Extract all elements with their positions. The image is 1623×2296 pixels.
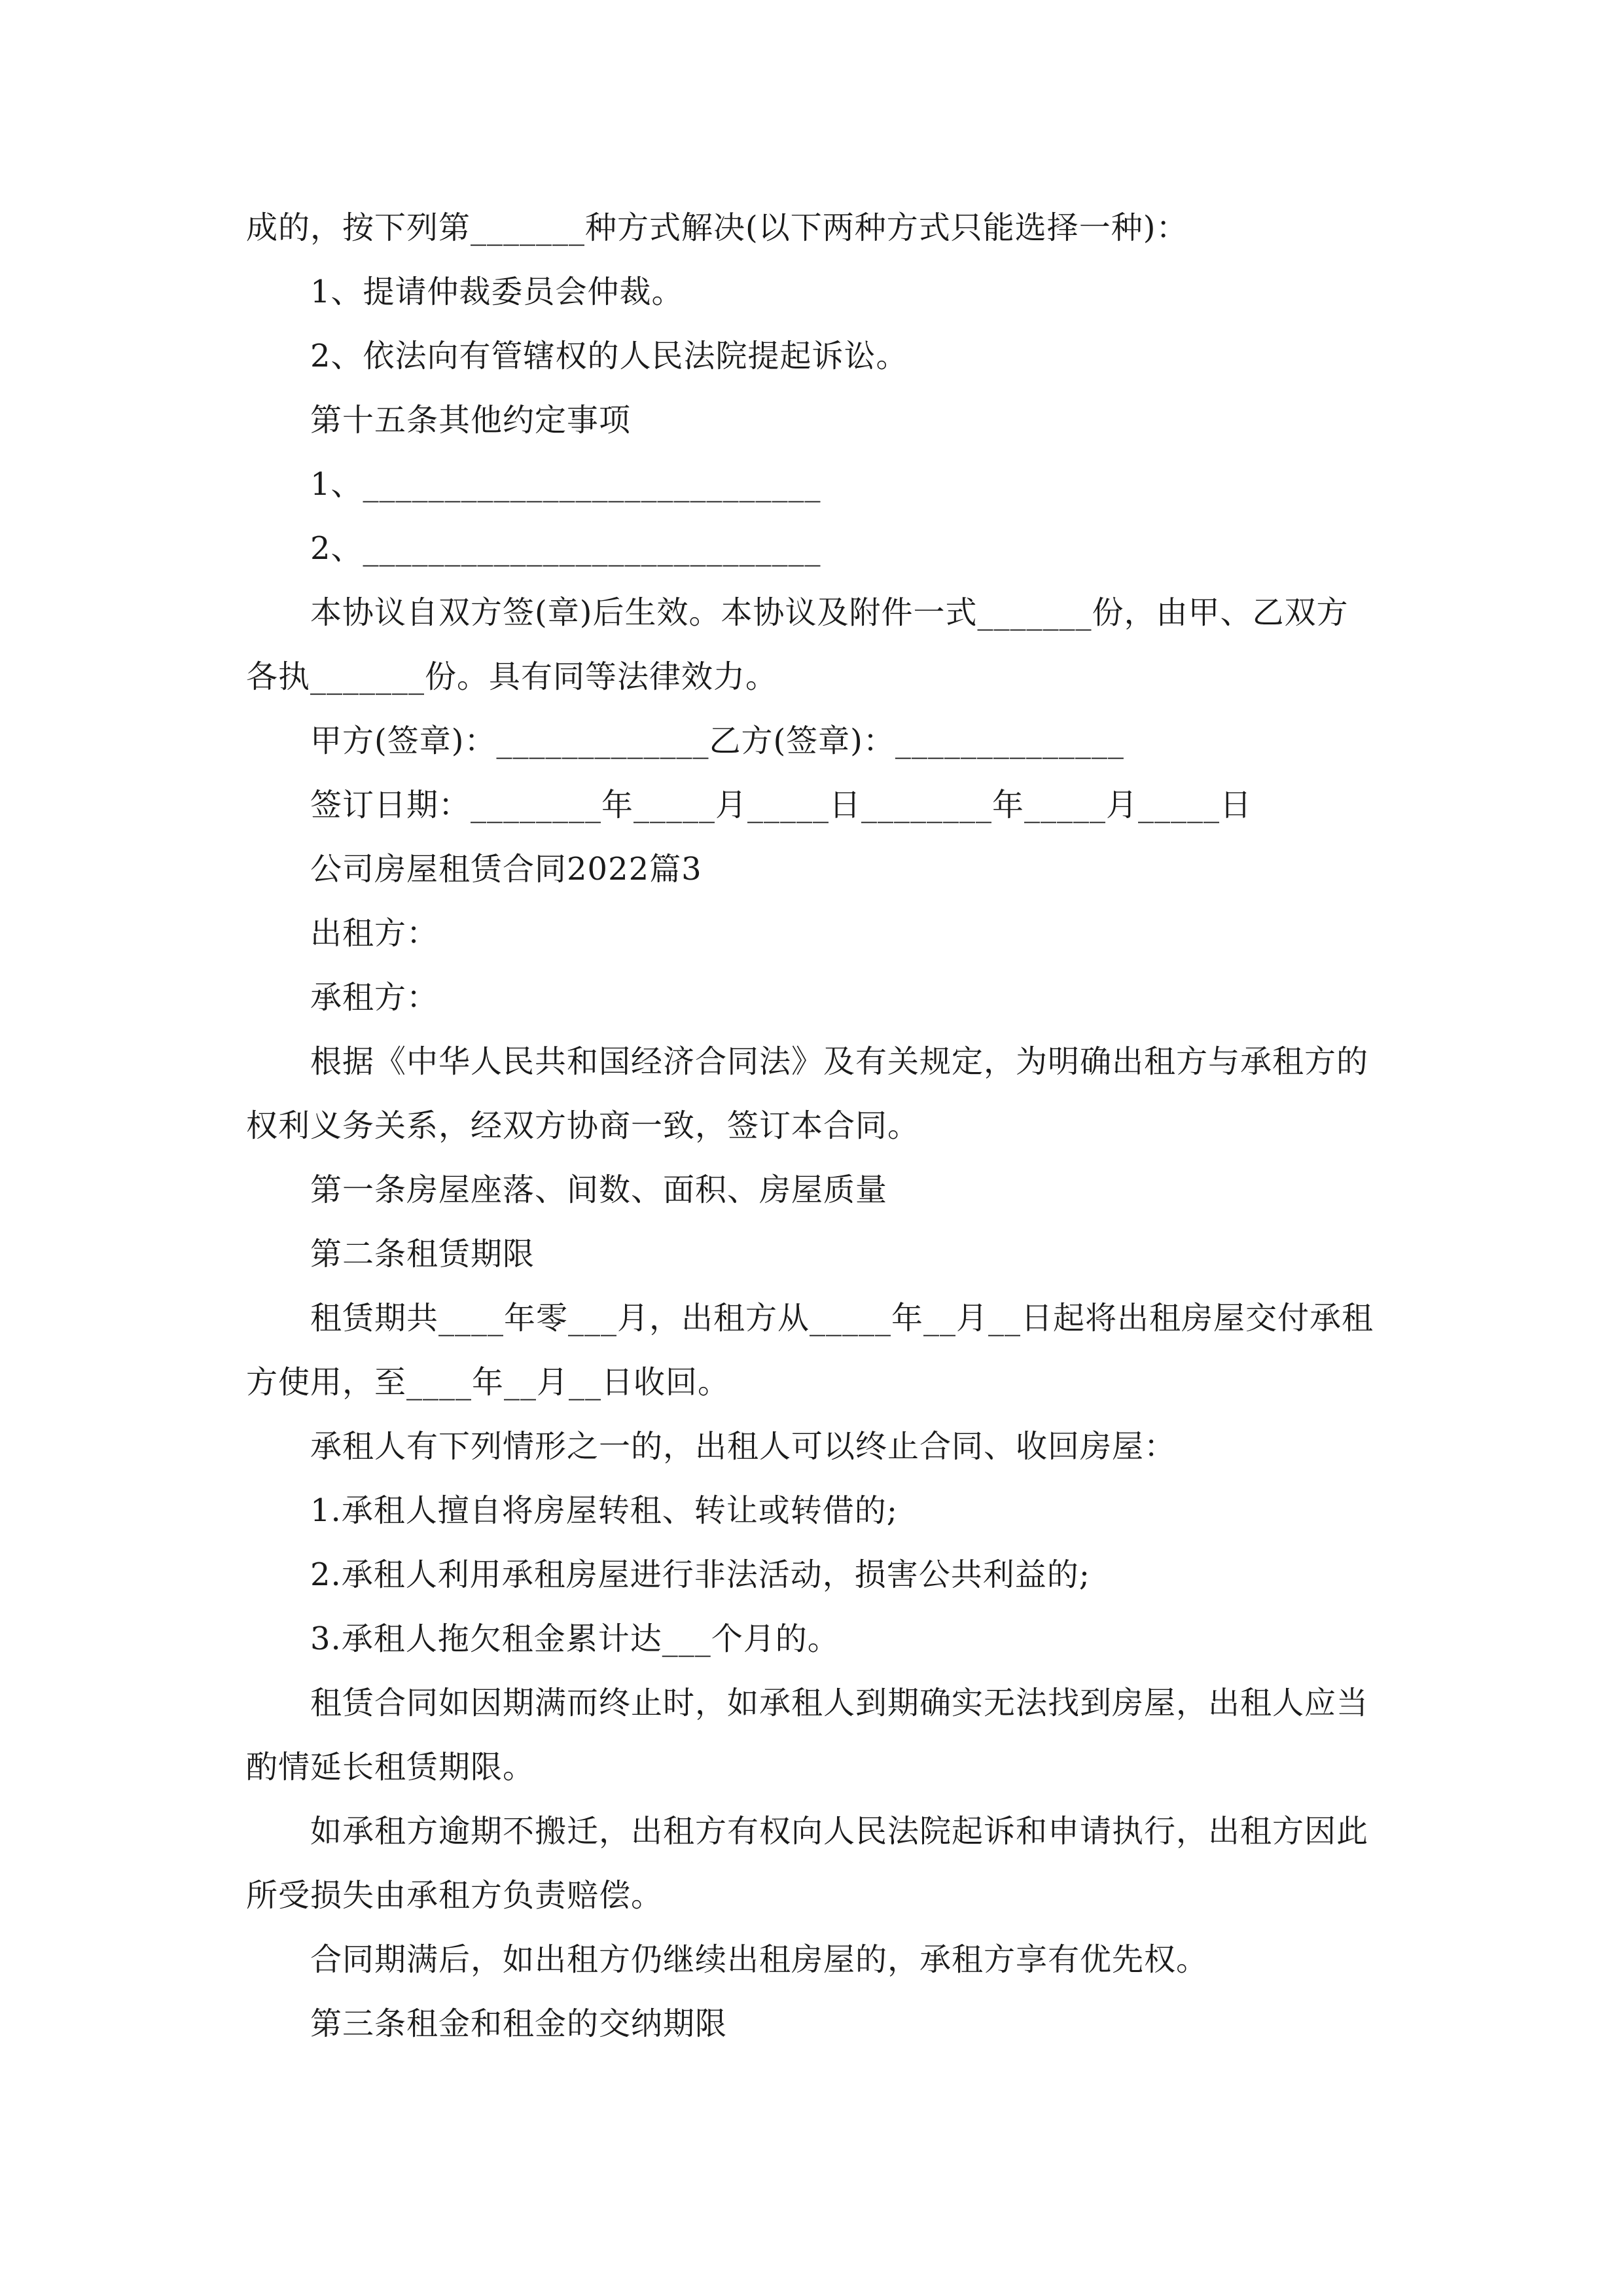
text-line: 租赁合同如因期满而终止时，如承租人到期确实无法找到房屋，出租人应当 (310, 1685, 1369, 1721)
text-line: 各执_______份。具有同等法律效力。 (246, 658, 778, 695)
signature-line: 甲方(签章)：_____________乙方(签章)：______________ (310, 723, 1124, 759)
text-line: 2、____________________________ (310, 530, 821, 567)
section-heading: 第二条租赁期限 (310, 1236, 535, 1272)
text-line: 承租人有下列情形之一的，出租人可以终止合同、收回房屋： (310, 1428, 1177, 1465)
lessor-label: 出租方： (310, 915, 439, 952)
text-line: 方使用，至____年__月__日收回。 (246, 1364, 730, 1401)
text-line: 1、____________________________ (310, 466, 821, 503)
list-item: 1.承租人擅自将房屋转租、转让或转借的; (310, 1492, 898, 1529)
text-line: 本协议自双方签(章)后生效。本协议及附件一式_______份，由甲、乙双方 (310, 594, 1349, 631)
text-line: 租赁期共____年零___月，出租方从_____年__月__日起将出租房屋交付承租 (310, 1300, 1374, 1336)
document-title: 公司房屋租赁合同2022篇3 (310, 851, 702, 888)
text-line: 如承租方逾期不搬迁，出租方有权向人民法院起诉和申请执行，出租方因此 (310, 1813, 1369, 1850)
section-heading: 第十五条其他约定事项 (310, 402, 632, 439)
text-line: 1、提请仲裁委员会仲裁。 (310, 274, 684, 310)
text-line: 合同期满后，如出租方仍继续出租房屋的，承租方享有优先权。 (310, 1941, 1209, 1978)
text-line: 根据《中华人民共和国经济合同法》及有关规定，为明确出租方与承租方的 (310, 1043, 1369, 1080)
section-heading: 第三条租金和租金的交纳期限 (310, 2005, 728, 2042)
text-line: 成的，按下列第_______种方式解决(以下两种方式只能选择一种)： (246, 209, 1188, 246)
section-heading: 第一条房屋座落、间数、面积、房屋质量 (310, 1172, 888, 1208)
text-line: 权利义务关系，经双方协商一致，签订本合同。 (246, 1107, 920, 1144)
list-item: 2.承租人利用承租房屋进行非法活动，损害公共利益的; (310, 1556, 1090, 1593)
signing-date-line: 签订日期：________年_____月_____日________年_____月_____日 (310, 787, 1253, 823)
text-line: 2、依法向有管辖权的人民法院提起诉讼。 (310, 338, 908, 374)
list-item: 3.承租人拖欠租金累计达___个月的。 (310, 1621, 840, 1657)
lessee-label: 承租方： (310, 979, 439, 1016)
text-line: 所受损失由承租方负责赔偿。 (246, 1877, 664, 1914)
text-line: 酌情延长租赁期限。 (246, 1749, 535, 1785)
